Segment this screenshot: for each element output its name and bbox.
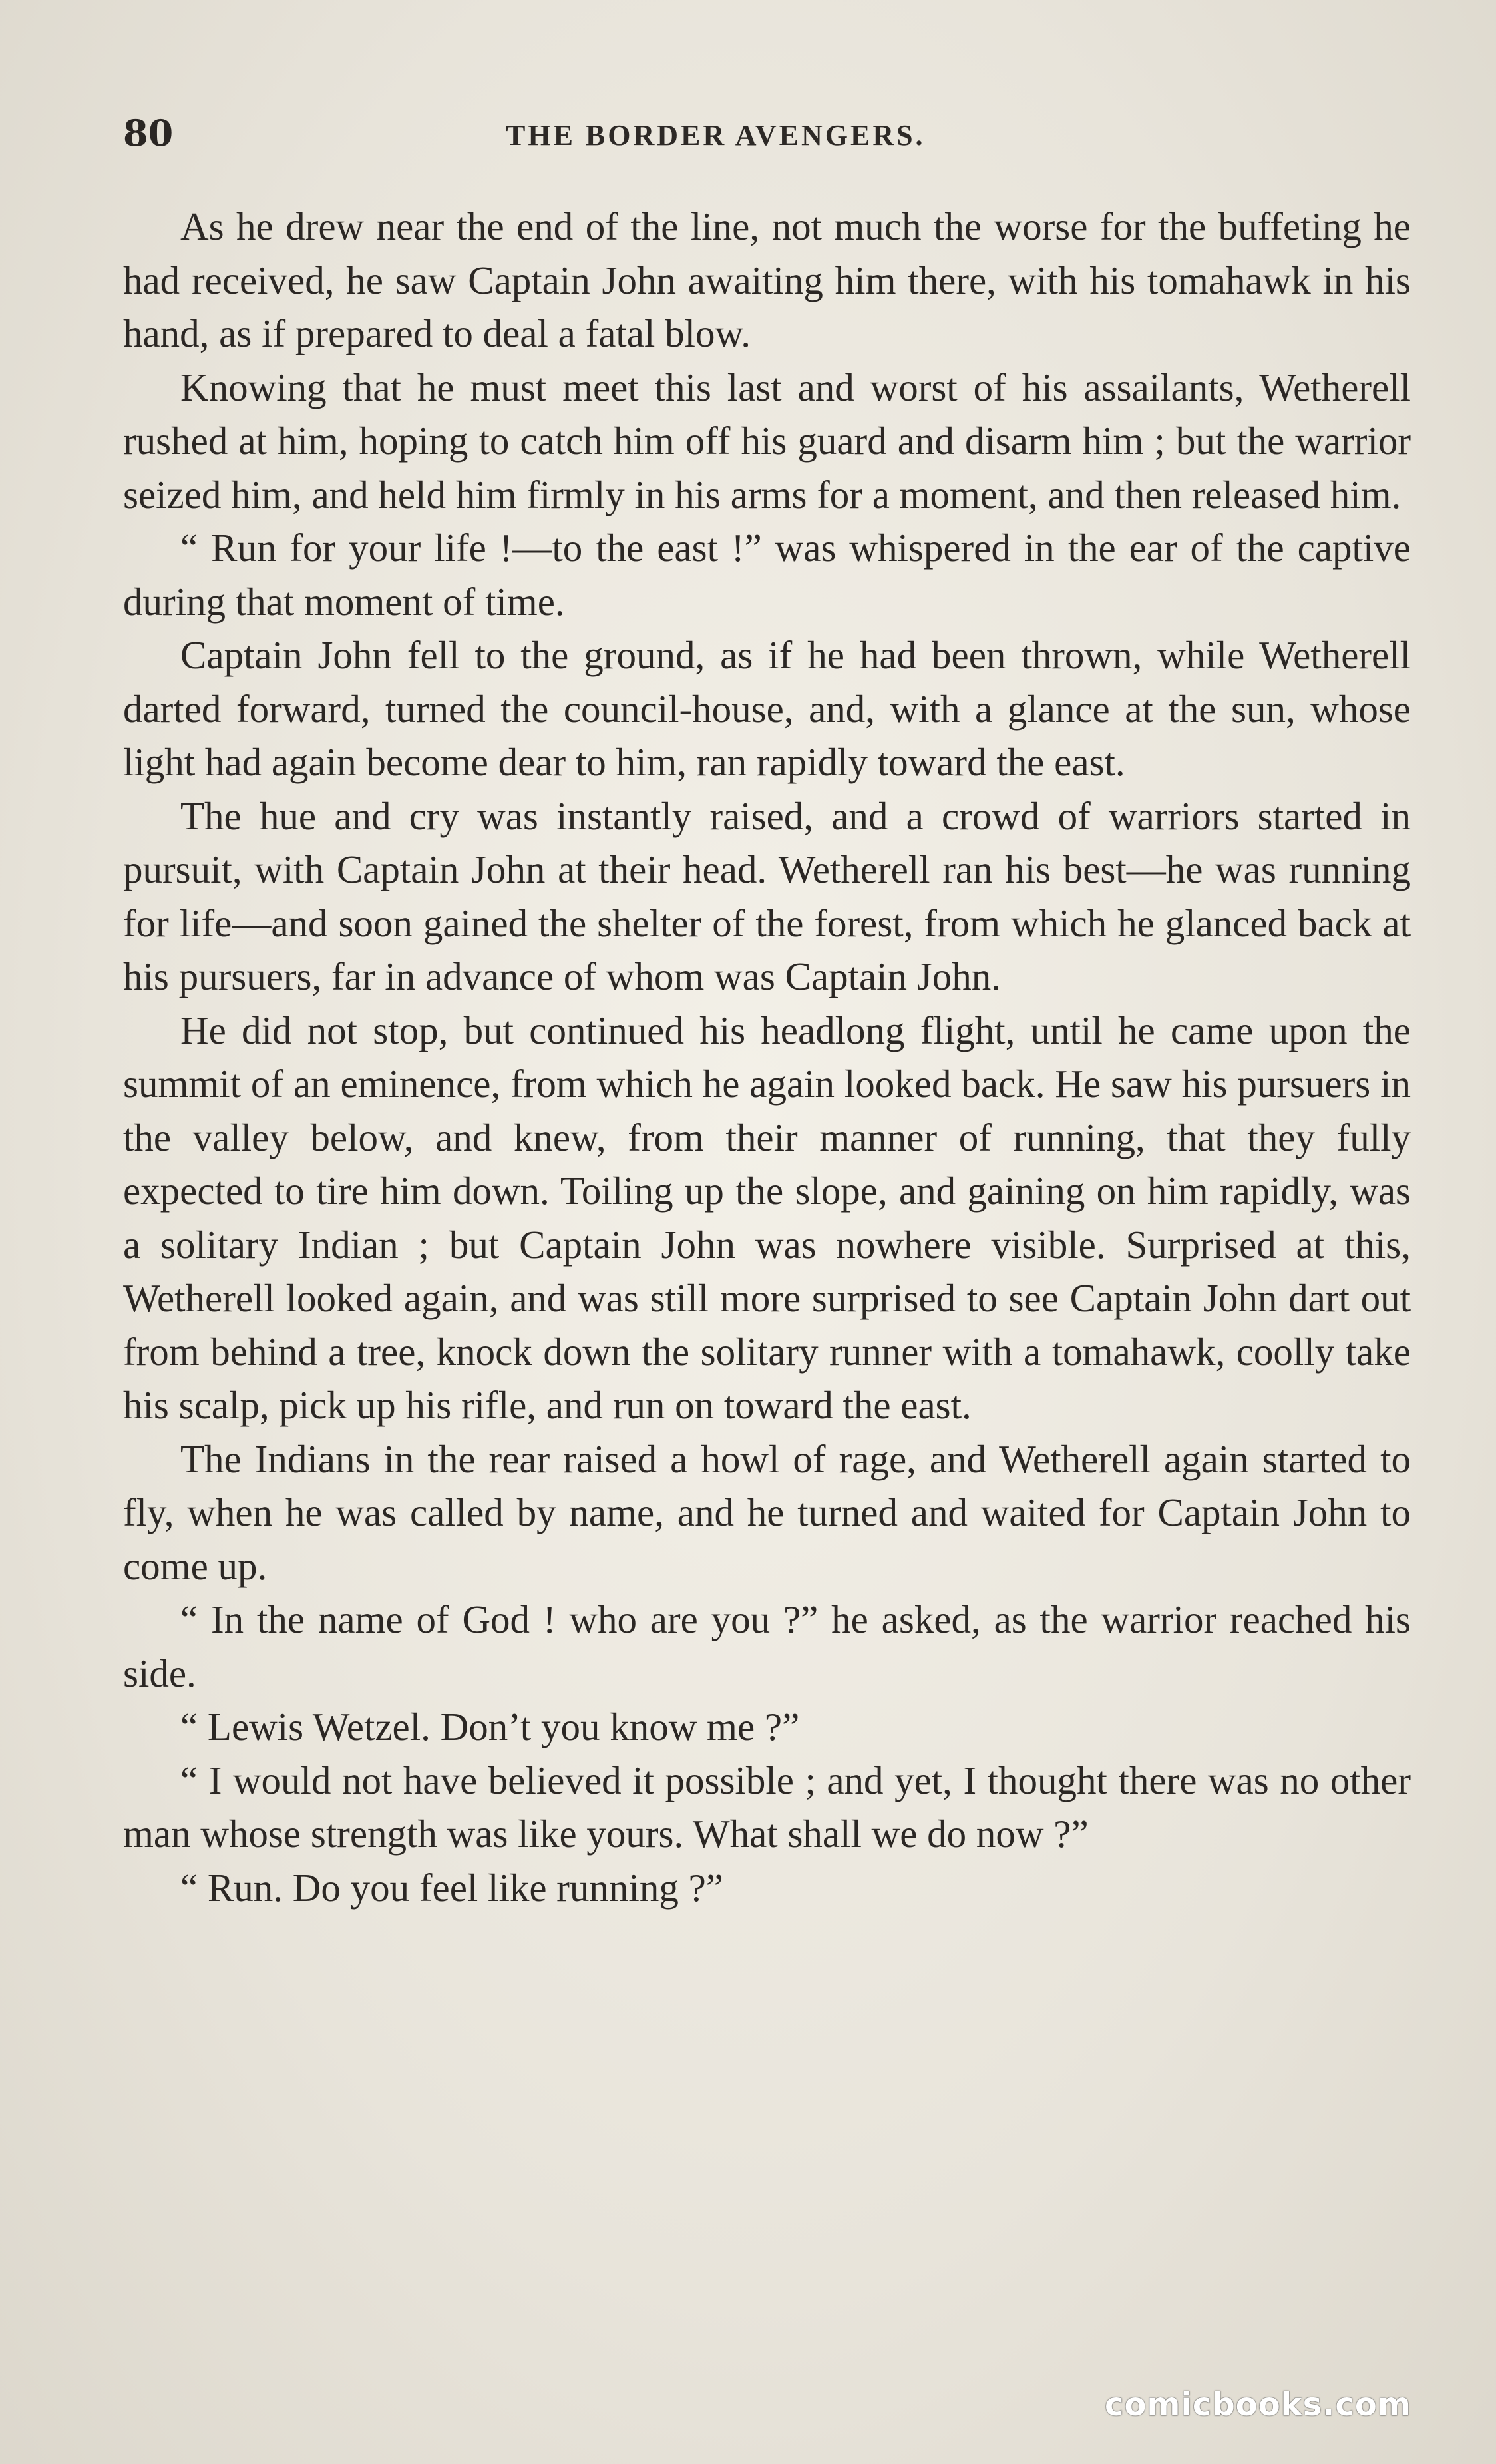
paragraph: Knowing that he must meet this last and worst of his assailants, Wetherell rushed at him, hoping to catch him off his guard and disarm him ; but the warrior seized him, and held him firmly in his arms for a moment, and then released him. bbox=[123, 365, 1411, 516]
paragraph: As he drew near the end of the line, not much the worse for the buffeting he had received, he saw Captain John awaiting him there, with his tomahawk in his hand, as if prepared to deal a fatal blow. bbox=[123, 204, 1411, 355]
paragraph: “ Lewis Wetzel. Don’t you know me ?” bbox=[180, 1705, 800, 1748]
watermark: comicbooks.com bbox=[1105, 2386, 1411, 2423]
page-header bbox=[123, 112, 1401, 158]
paragraph: “ In the name of God ! who are you ?” he asked, as the warrior reached his side. bbox=[123, 1597, 1411, 1695]
paragraph: The Indians in the rear raised a howl of rage, and Wetherell again started to fly, when he was called by name, and he turned and waited for Captain John to come up. bbox=[123, 1436, 1411, 1588]
body-text bbox=[123, 200, 1411, 1914]
running-head: THE BORDER AVENGERS. bbox=[506, 119, 926, 152]
paragraph: “ Run. Do you feel like running ?” bbox=[180, 1865, 723, 1910]
paragraph: “ Run for your life !—to the east !” was whispered in the ear of the captive during that moment of time. bbox=[123, 526, 1411, 624]
page-number: 80 bbox=[123, 112, 174, 154]
paragraph: “ I would not have believed it possible ; and yet, I thought there was no other man whose strength was like yours. What shall we do now ?” bbox=[123, 1758, 1411, 1856]
paragraph: Captain John fell to the ground, as if he had been thrown, while Wetherell darted forward, turned the council-house, and, with a glance at the sun, whose light had again become dear to him, ran rapidly toward the east. bbox=[123, 633, 1411, 784]
paragraph: He did not stop, but continued his headlong flight, until he came upon the summit of an eminence, from which he again looked back. He saw his pursuers in the valley below, and knew, from their manner of running, that they fully expected to tire him down. Toiling up the slope, and gaining on him rapidly, was a solitary Indian ; but Captain John was nowhere visible. Surprised at this, Wetherell looked again, and was still more surprised to see Captain John dart out from behind a tree, knock down the solitary runner with a tomahawk, coolly take his scalp, pick up his rifle, and run on toward the east. bbox=[123, 1008, 1411, 1427]
paragraph: The hue and cry was instantly raised, and a crowd of warriors started in pursuit, with Captain John at their head. Wetherell ran his best—he was running for life—and soon gained the shelter of the forest, from which he glanced back at his pursuers, far in advance of whom was Captain John. bbox=[123, 793, 1411, 998]
